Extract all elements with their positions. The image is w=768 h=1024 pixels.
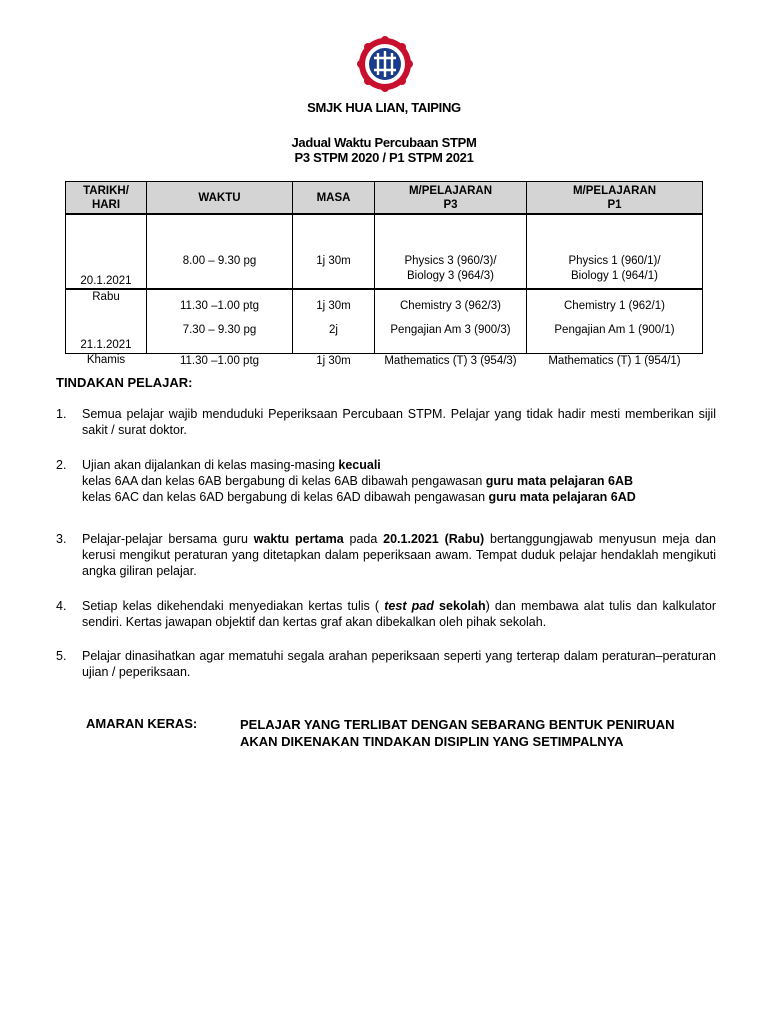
header-time: WAKTU [147, 182, 293, 215]
header-p3-subject: M/PELAJARAN P3 [375, 182, 527, 215]
table-header-row [66, 182, 703, 215]
p3-subject-cell: Pengajian Am 3 (900/3) Mathematics (T) 3 (954/3) [375, 289, 527, 353]
header-duration: MASA [293, 182, 375, 215]
instruction-item: 1. Semua pelajar wajib menduduki Peperiksaan Percubaan STPM. Pelajar yang tidak hadir mesti memberikan sijil sakit / surat doktor. [56, 407, 716, 437]
warning-label: AMARAN KERAS: [86, 716, 198, 731]
date-cell: 20.1.2021 Rabu [66, 214, 147, 289]
instruction-item: 4. Setiap kelas dikehendaki menyediakan kertas tulis ( test pad sekolah) dan membawa alat tulis dan kalkulator sendiri. Kertas jawapan objektif dan kertas graf akan dibekalkan oleh pihak sekolah. [56, 599, 716, 629]
school-name: SMJK HUA LIAN, TAIPING [307, 100, 461, 115]
p1-subject-cell: Pengajian Am 1 (900/1) Mathematics (T) 1 (954/1) [527, 289, 703, 353]
instructions-title: TINDAKAN PELAJAR: [56, 375, 193, 390]
header-date: TARIKH/ HARI [66, 182, 147, 215]
instruction-item: 2. Ujian akan dijalankan di kelas masing-masing kecuali kelas 6AA dan kelas 6AB bergabung di kelas 6AB dibawah pengawasan guru mata pelajaran 6AB kelas 6AC dan kelas 6AD bergabung di kelas 6AD dibawah pengawasan guru mata pelajaran 6AD [56, 458, 636, 504]
duration-cell: 2j 1j 30m [293, 289, 375, 353]
warning-text: PELAJAR YANG TERLIBAT DENGAN SEBARANG BENTUK PENIRUAN AKAN DIKENAKAN TINDAKAN DISIPLIN YANG SETIMPALNYA [240, 717, 675, 749]
date-cell: 21.1.2021 Khamis [66, 289, 147, 353]
table-row [66, 214, 703, 289]
header-p1-subject: M/PELAJARAN P1 [527, 182, 703, 215]
time-cell: 7.30 – 9.30 pg 11.30 –1.00 ptg [147, 289, 293, 353]
p1-subject-cell: Physics 1 (960/1)/ Biology 1 (964/1) Chemistry 1 (962/1) [527, 214, 703, 289]
instruction-item: 5. Pelajar dinasihatkan agar mematuhi segala arahan peperiksaan seperti yang terterap dalam peraturan–peraturan ujian / peperiksaan. [56, 649, 716, 679]
page-subtitle: P3 STPM 2020 / P1 STPM 2021 [294, 150, 474, 165]
p3-subject-cell: Physics 3 (960/3)/ Biology 3 (964/3) Chemistry 3 (962/3) [375, 214, 527, 289]
school-crest-icon [357, 36, 413, 92]
duration-cell: 1j 30m 1j 30m [293, 214, 375, 289]
exam-schedule-table [65, 181, 703, 368]
time-cell: 8.00 – 9.30 pg 11.30 –1.00 ptg [147, 214, 293, 289]
page-title: Jadual Waktu Percubaan STPM [291, 135, 477, 150]
instruction-item: 3. Pelajar-pelajar bersama guru waktu pertama pada 20.1.2021 (Rabu) bertanggungjawab menyusun meja dan kerusi mengikut peraturan yang ditetapkan dalam peperiksaan awam. Tempat duduk pelajar hendaklah mengikuti angka giliran pelajar. [56, 532, 716, 578]
